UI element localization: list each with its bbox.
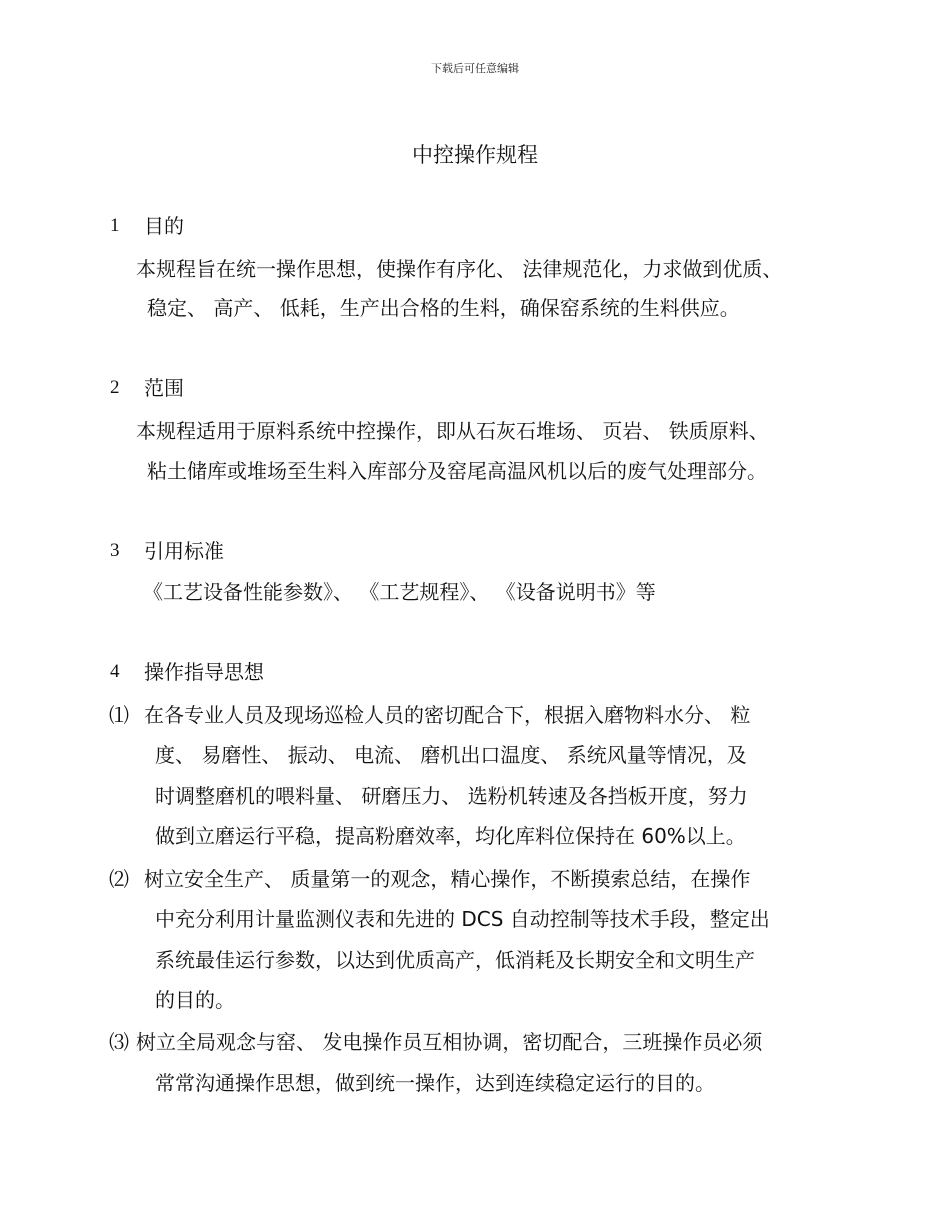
- document-title: 中控操作规程: [412, 143, 538, 167]
- list-item-line: 树立全局观念与窑、 发电操作员互相协调，密切配合，三班操作员必须: [136, 1030, 763, 1054]
- section-heading: 范围: [144, 376, 184, 400]
- section-number: 3: [110, 540, 120, 561]
- section-heading: 引用标准: [144, 539, 224, 563]
- list-item-line: 常常沟通操作思想，做到统一操作，达到连续稳定运行的目的。: [155, 1071, 715, 1095]
- paragraph-line: 粘土储库或堆场至生料入库部分及窑尾高温风机以后的废气处理部分。: [147, 459, 767, 483]
- list-item-marker: ⑴: [109, 703, 129, 727]
- list-item-line: 在各专业人员及现场巡检人员的密切配合下，根据入磨物料水分、 粒: [144, 703, 751, 727]
- section-number: 1: [110, 215, 120, 236]
- section-heading: 目的: [144, 214, 184, 238]
- list-item-line: 树立安全生产、 质量第一的观念，精心操作，不断摸索总结，在操作: [144, 867, 751, 891]
- paragraph-line: 《工艺设备性能参数》、 《工艺规程》、 《设备说明书》等: [143, 580, 656, 604]
- list-item-line: 系统最佳运行参数，以达到优质高产，低消耗及长期安全和文明生产: [155, 948, 755, 972]
- section-number: 4: [110, 661, 120, 682]
- paragraph-line: 本规程旨在统一操作思想，使操作有序化、 法律规范化，力求做到优质、: [136, 257, 783, 281]
- list-item-marker: ⑵: [109, 867, 129, 891]
- section-number: 2: [110, 377, 120, 398]
- list-item-line: 时调整磨机的喂料量、 研磨压力、 选粉机转速及各挡板开度，努力: [155, 784, 748, 808]
- list-item-line: 中充分利用计量监测仪表和先进的 DCS 自动控制等技术手段，整定出: [155, 907, 770, 931]
- paragraph-line: 稳定、 高产、 低耗，生产出合格的生料，确保窑系统的生料供应。: [147, 296, 740, 320]
- list-item-line: 度、 易磨性、 振动、 电流、 磨机出口温度、 系统风量等情况，及: [155, 743, 747, 767]
- page-header-note: 下载后可任意编辑: [431, 62, 519, 75]
- section-heading: 操作指导思想: [144, 660, 264, 684]
- list-item-marker: ⑶: [109, 1030, 129, 1054]
- list-item-line: 做到立磨运行平稳，提高粉磨效率，均化库料位保持在 60%以上。: [155, 824, 746, 848]
- list-item-line: 的目的。: [155, 988, 235, 1012]
- paragraph-line: 本规程适用于原料系统中控操作，即从石灰石堆场、 页岩、 铁质原料、: [136, 419, 769, 443]
